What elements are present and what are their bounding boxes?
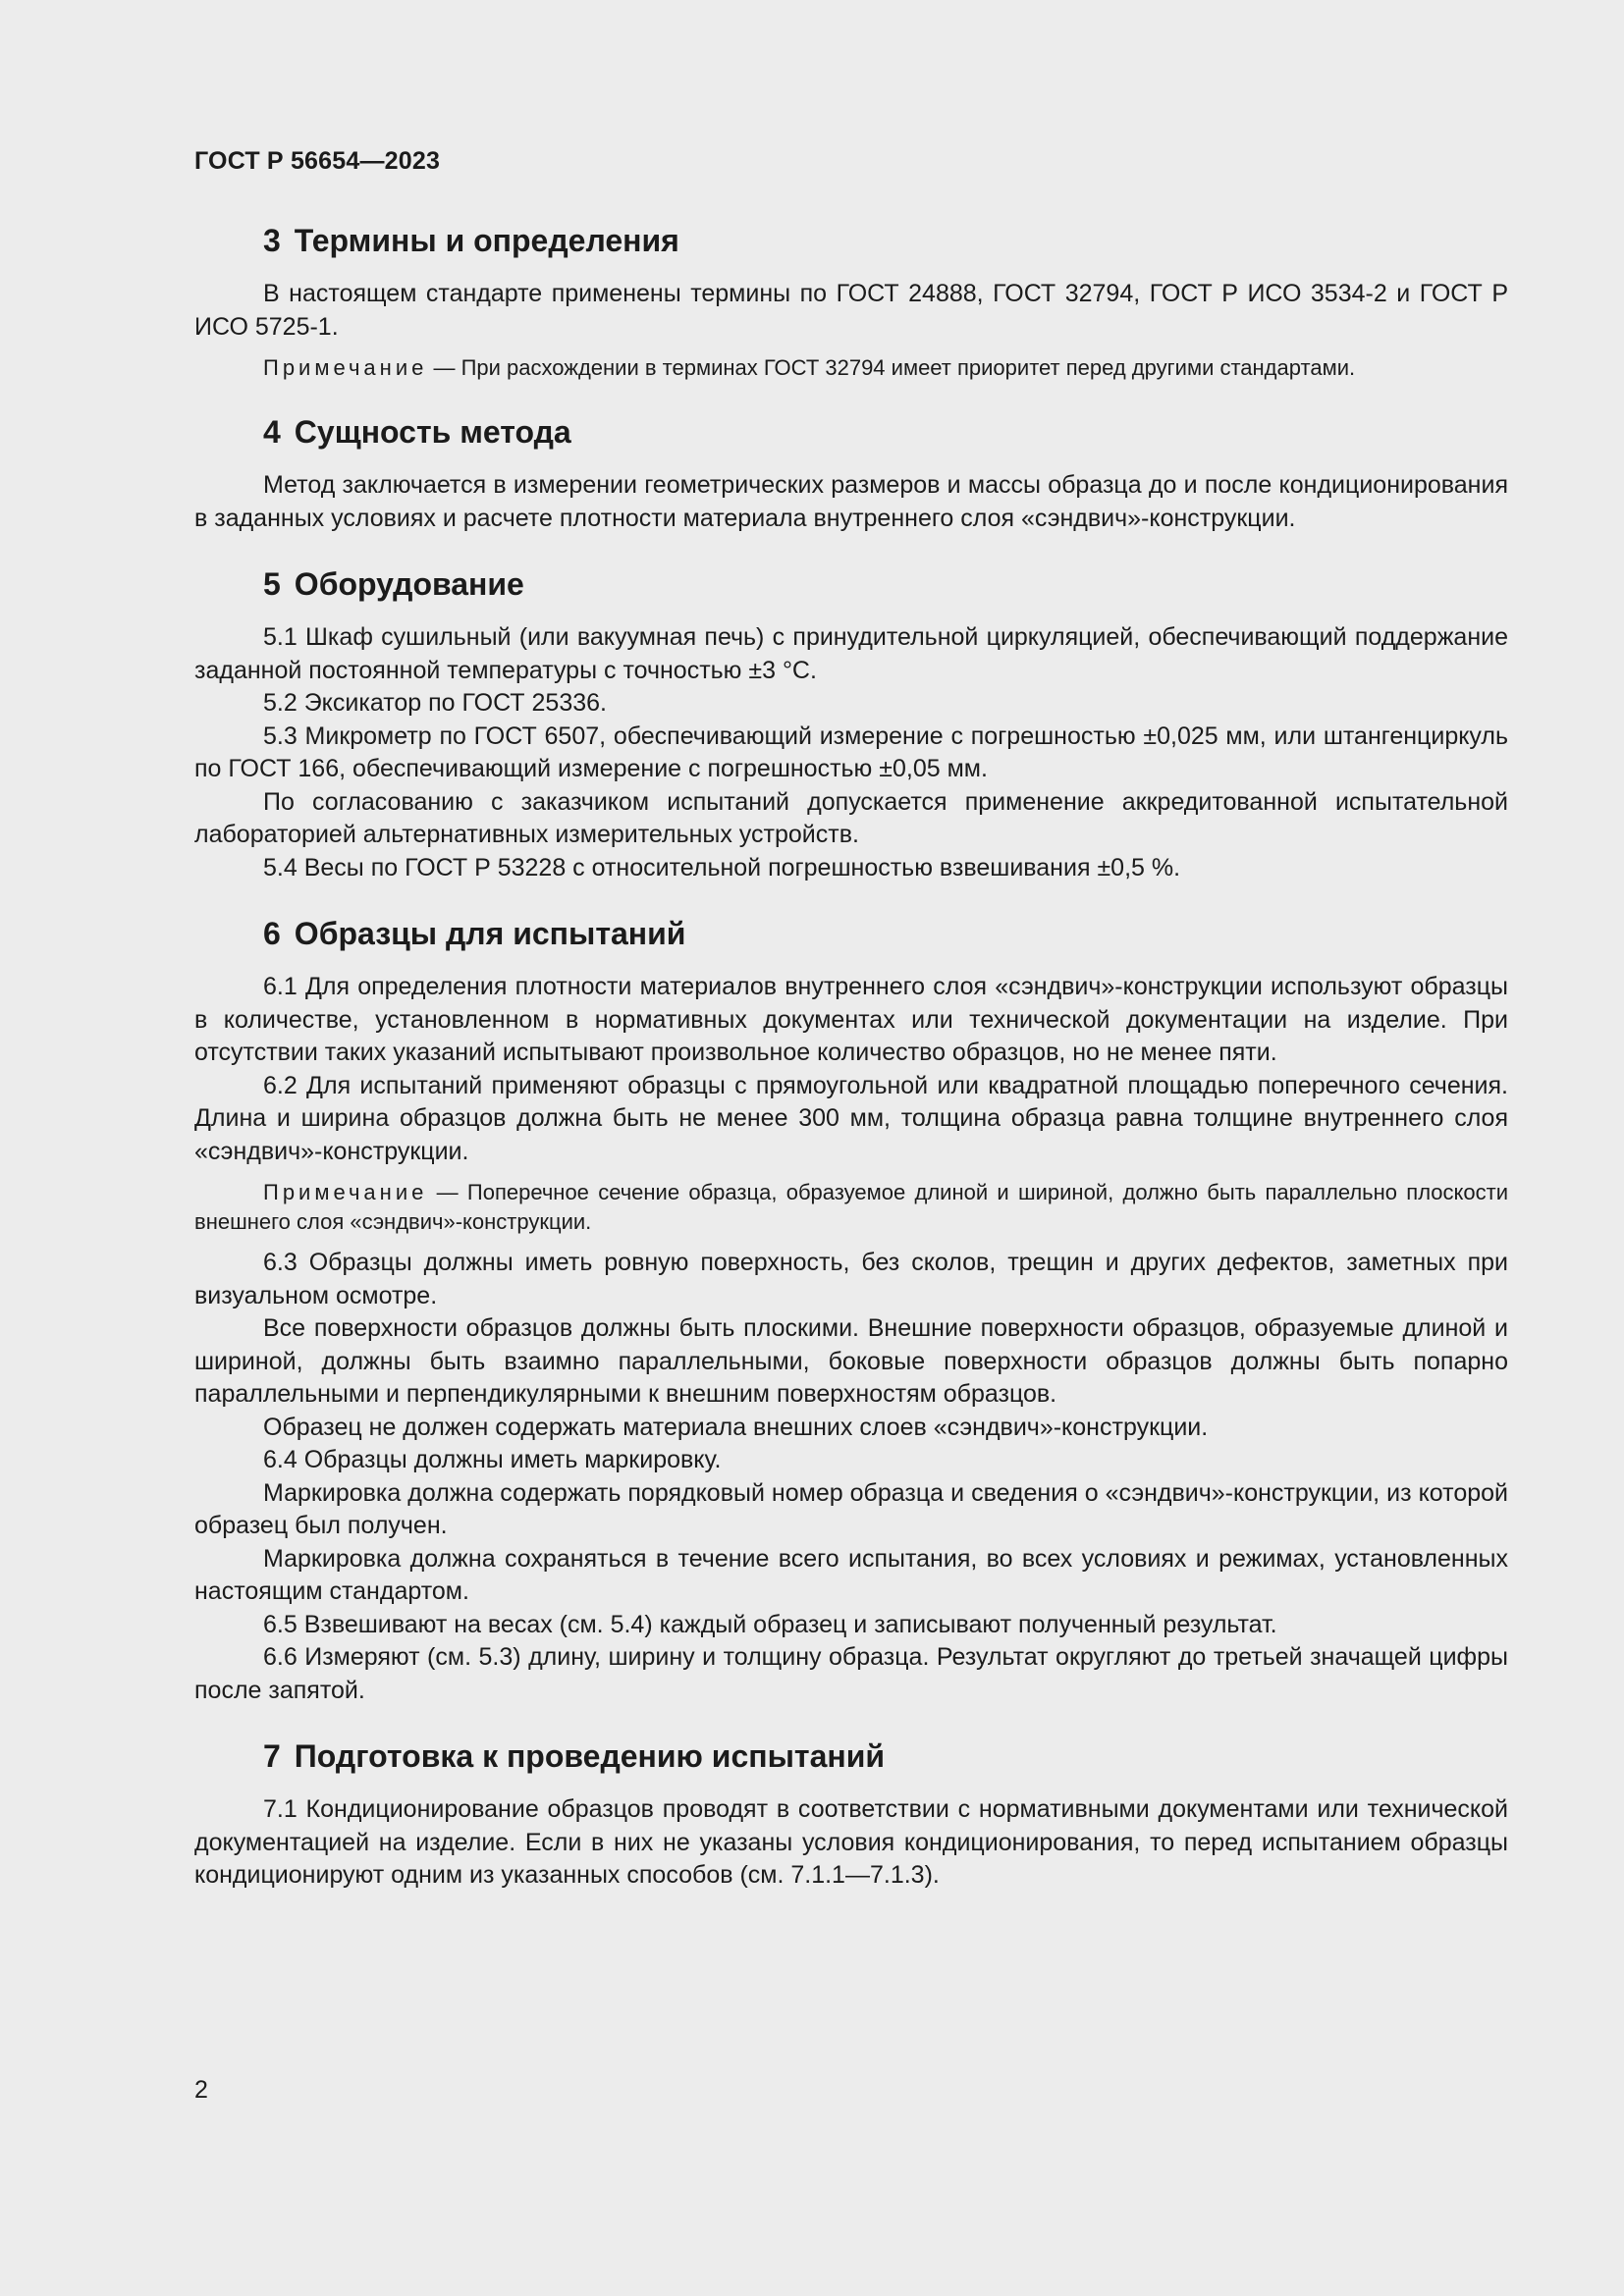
section-3-heading xyxy=(194,221,1508,260)
paragraph: Маркировка должна сохраняться в течение всего испытания, во всех условиях и режимах, установленных настоящим стандартом. xyxy=(194,1544,1508,1605)
paragraph: 5.4 Весы по ГОСТ Р 53228 с относительной погрешностью взвешивания ±0,5 %. xyxy=(263,853,1181,881)
note-text: — При расхождении в терминах ГОСТ 32794 имеет приоритет перед другими стандартами. xyxy=(427,355,1356,380)
section-number: 7 xyxy=(263,1738,281,1774)
section-title: Сущность метода xyxy=(294,414,571,450)
section-number: 3 xyxy=(263,223,281,258)
paragraph: 5.3 Микрометр по ГОСТ 6507, обеспечивающий измерение с погрешностью ±0,025 мм, или штангенциркуль по ГОСТ 166, обеспечивающий измерение с погрешностью ±0,05 мм. xyxy=(194,721,1508,782)
section-number: 5 xyxy=(263,566,281,602)
paragraph: Маркировка должна содержать порядковый номер образца и сведения о «сэндвич»-конструкции, из которой образец был получен. xyxy=(194,1478,1508,1539)
paragraph: 6.5 Взвешивают на весах (см. 5.4) каждый образец и записывают полученный результат. xyxy=(263,1610,1277,1638)
note xyxy=(194,1178,1508,1237)
section-5-heading xyxy=(194,564,1508,604)
section-number: 6 xyxy=(263,916,281,951)
note-label: Примечание xyxy=(263,1180,428,1204)
document-header: ГОСТ Р 56654—2023 xyxy=(194,147,441,175)
section-title: Оборудование xyxy=(294,566,524,602)
paragraph: 6.6 Измеряют (см. 5.3) длину, ширину и толщину образца. Результат округляют до третьей значащей цифры после запятой. xyxy=(194,1643,1508,1704)
paragraph: 7.1 Кондиционирование образцов проводят в соответствии с нормативными документами или технической документацией на изделие. Если в них не указаны условия кондиционирования, то перед испытанием образцы кондиционируют одним из указанных способов (см. 7.1.1—7.1.3). xyxy=(194,1795,1508,1889)
paragraph: 6.4 Образцы должны иметь маркировку. xyxy=(263,1446,722,1473)
paragraph: По согласованию с заказчиком испытаний допускается применение аккредитованной испытательной лабораторией альтернативных измерительных устройств. xyxy=(194,787,1508,848)
section-6-heading xyxy=(194,914,1508,953)
paragraph: Все поверхности образцов должны быть плоскими. Внешние поверхности образцов, образуемые длиной и шириной, должны быть взаимно параллельными, боковые поверхности образцов должны быть попарно параллельными и перпендикулярными к внешним поверхностям образцов. xyxy=(194,1314,1508,1408)
note-label: Примечание xyxy=(263,355,428,380)
paragraph: 6.1 Для определения плотности материалов внутреннего слоя «сэндвич»-конструкции используют образцы в количестве, установленном в нормативных документах или технической документации на изделие. При отсутствии таких указаний испытывают произвольное количество образцов, но не менее пяти. xyxy=(194,973,1508,1066)
section-number: 4 xyxy=(263,414,281,450)
document-body xyxy=(194,221,1508,1893)
paragraph: В настоящем стандарте применены термины по ГОСТ 24888, ГОСТ 32794, ГОСТ Р ИСО 3534-2 и ГОСТ Р ИСО 5725-1. xyxy=(194,280,1508,341)
section-title: Подготовка к проведению испытаний xyxy=(294,1738,886,1774)
section-title: Образцы для испытаний xyxy=(294,916,686,951)
section-4-heading xyxy=(194,412,1508,452)
paragraph: Метод заключается в измерении геометрических размеров и массы образца до и после кондиционирования в заданных условиях и расчете плотности материала внутреннего слоя «сэндвич»-конструкции. xyxy=(194,471,1508,532)
note-text: — Поперечное сечение образца, образуемое длиной и шириной, должно быть параллельно плоскости внешнего слоя «сэндвич»-конструкции. xyxy=(194,1180,1508,1234)
paragraph: 6.2 Для испытаний применяют образцы с прямоугольной или квадратной площадью поперечного сечения. Длина и ширина образцов должна быть не менее 300 мм, толщина образца равна толщине внутреннего слоя «сэндвич»-конструкции. xyxy=(194,1071,1508,1165)
paragraph: Образец не должен содержать материала внешних слоев «сэндвич»-конструкции. xyxy=(263,1413,1209,1441)
note xyxy=(194,353,1508,383)
section-7-heading xyxy=(194,1736,1508,1776)
paragraph: 6.3 Образцы должны иметь ровную поверхность, без сколов, трещин и других дефектов, заметных при визуальном осмотре. xyxy=(194,1249,1508,1309)
paragraph: 5.1 Шкаф сушильный (или вакуумная печь) с принудительной циркуляцией, обеспечивающий поддержание заданной постоянной температуры с точностью ±3 °С. xyxy=(194,623,1508,684)
paragraph: 5.2 Эксикатор по ГОСТ 25336. xyxy=(263,689,607,717)
section-title: Термины и определения xyxy=(294,223,679,258)
page-number: 2 xyxy=(194,2076,208,2104)
